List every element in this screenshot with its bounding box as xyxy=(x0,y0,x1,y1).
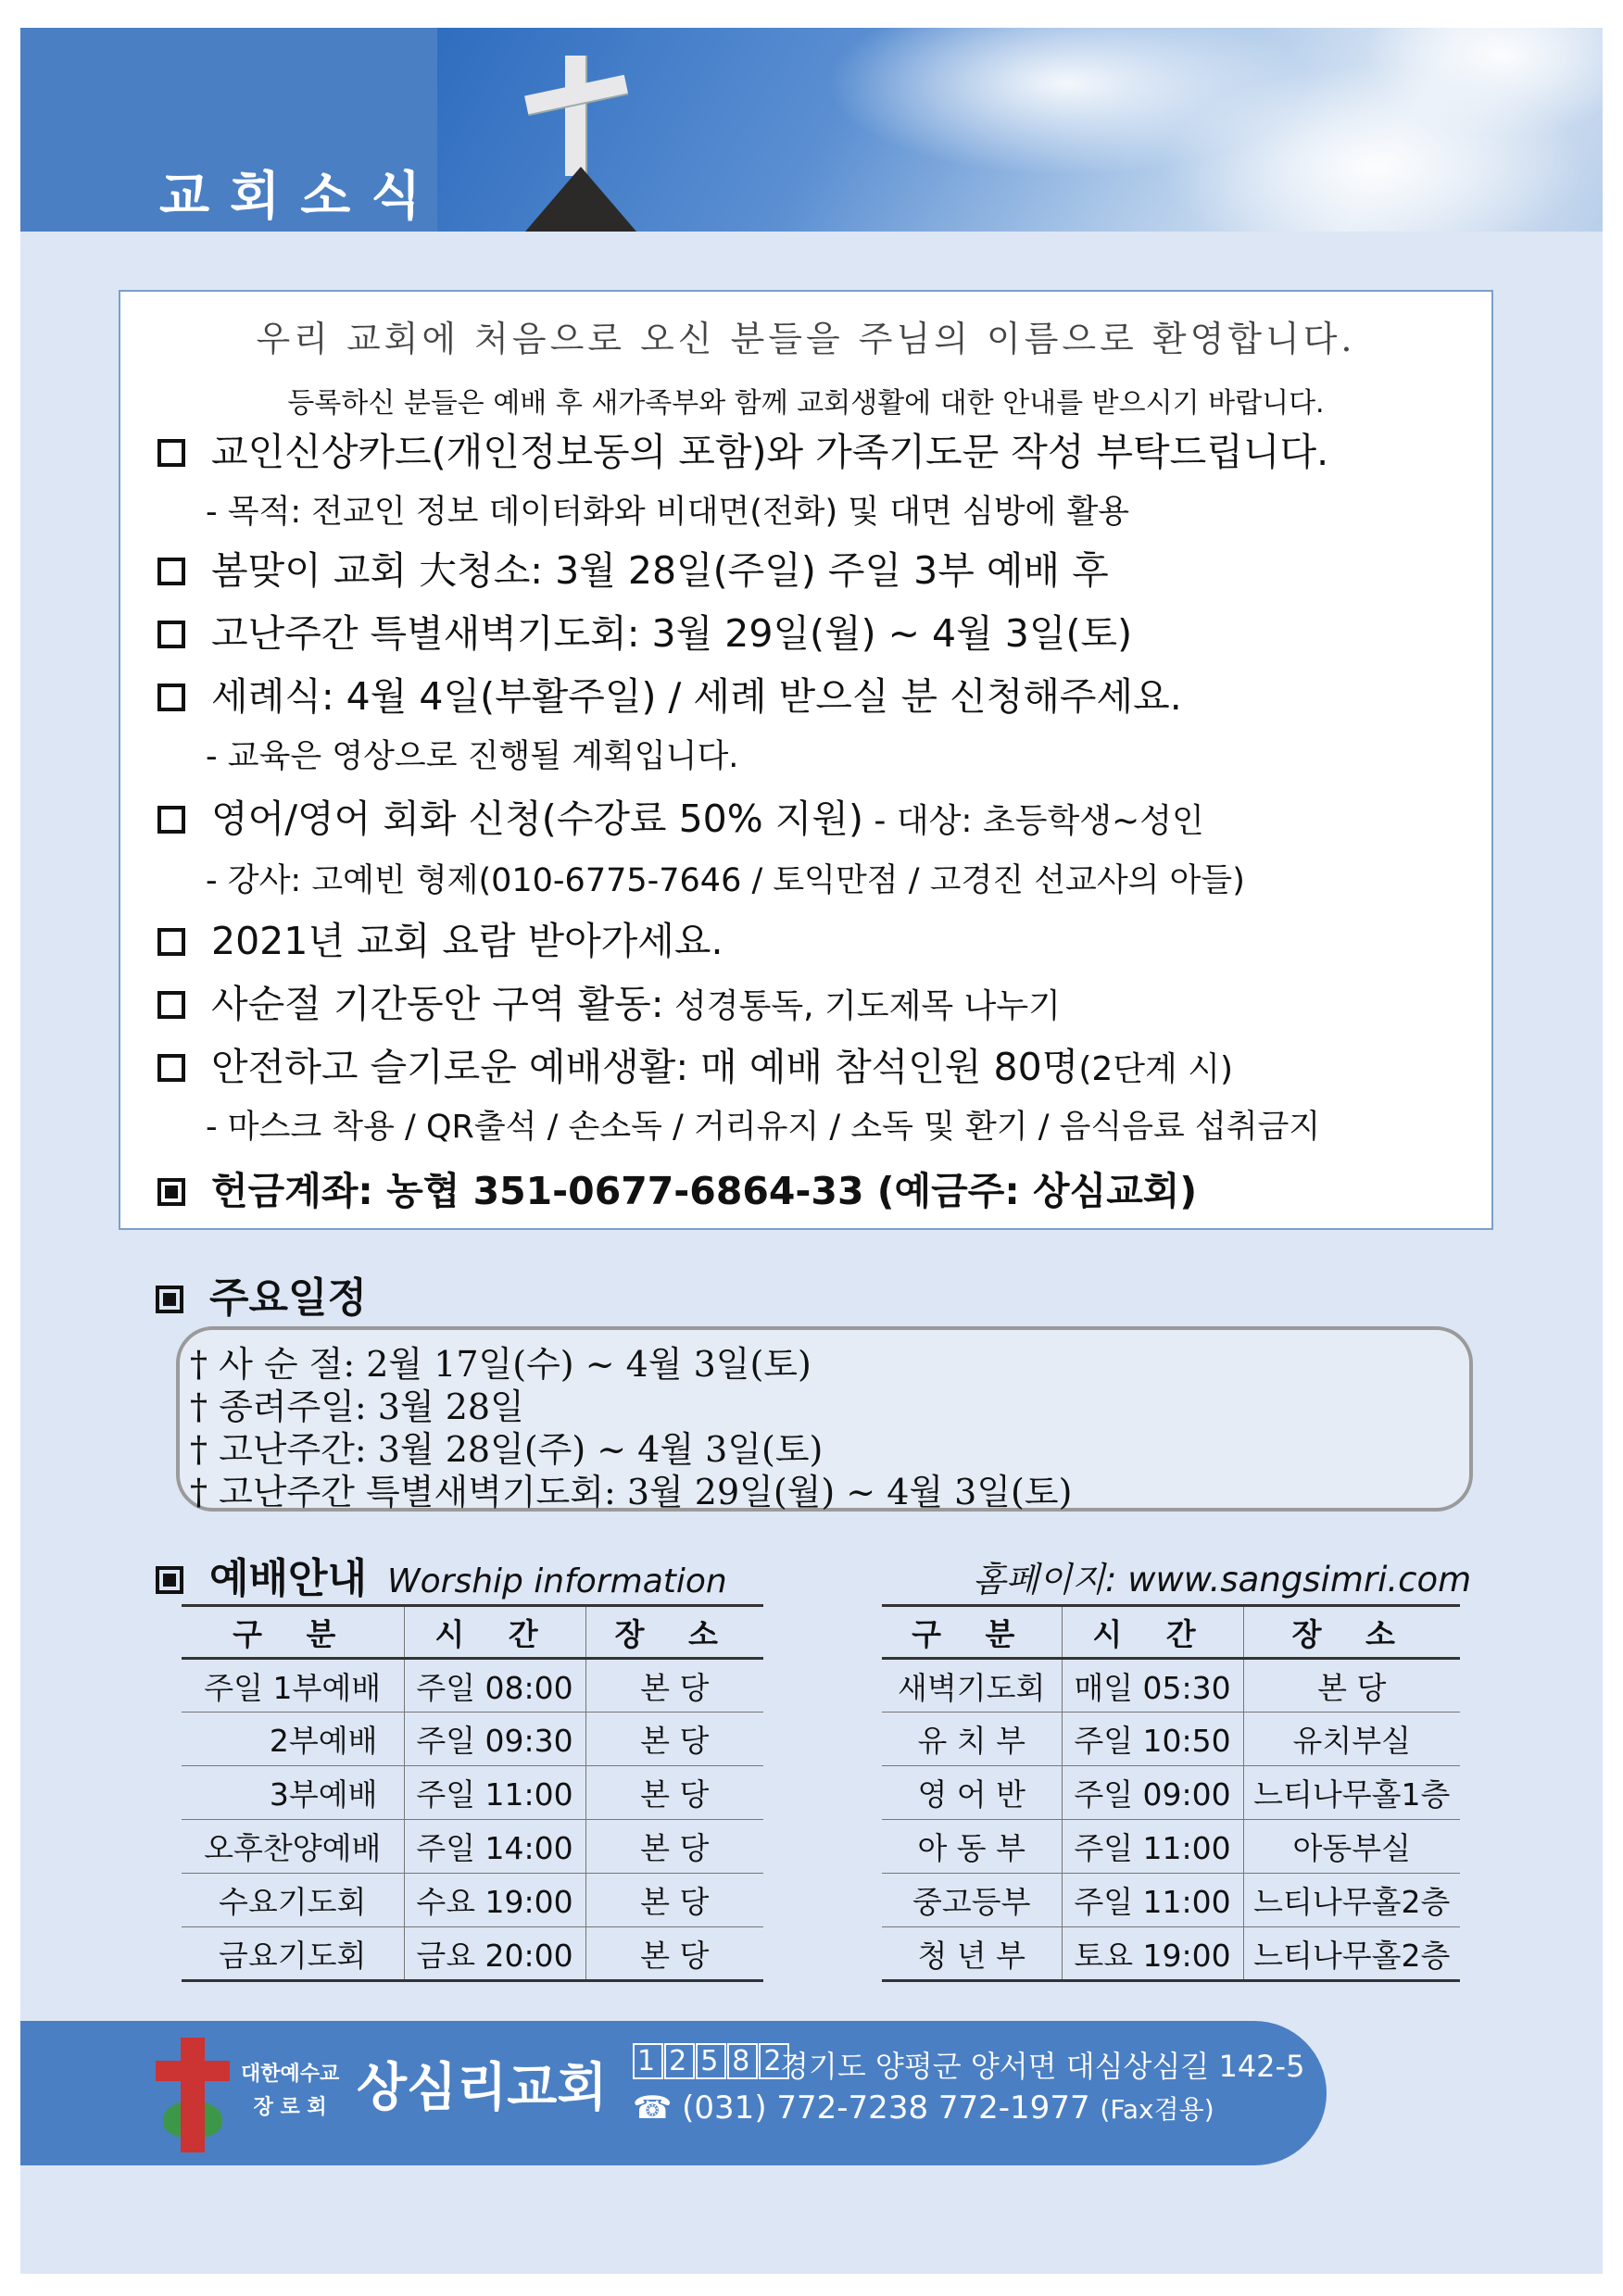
checkbox-icon xyxy=(157,684,185,711)
checkbox-icon xyxy=(157,1054,185,1082)
cross-icon xyxy=(565,56,585,176)
schedule-item: † 고난주간: 3월 28일(주) ~ 4월 3일(토) xyxy=(190,1429,824,1470)
notice-subitem: - 목적: 전교인 정보 데이터화와 비대면(전화) 및 대면 심방에 활용 xyxy=(206,494,1130,531)
table-row: 새벽기도회 매일 05:30 본 당 xyxy=(882,1659,1460,1713)
filled-square-icon xyxy=(156,1286,183,1313)
notice-item: 안전하고 슬기로운 예배생활: 매 예배 참석인원 80명(2단계 시) xyxy=(157,1036,1233,1091)
steeple-icon xyxy=(525,167,636,232)
church-phone: ☎ (031) 772-7238 772-1977 (Fax겸용) xyxy=(633,2089,1214,2127)
schedule-item: † 종려주일: 3월 28일 xyxy=(190,1386,524,1427)
table-row: 유 치 부 주일 10:50 유치부실 xyxy=(882,1713,1460,1766)
schedule-item: † 고난주간 특별새벽기도회: 3월 29일(월) ~ 4월 3일(토) xyxy=(190,1472,1073,1512)
worship-title: 예배안내 Worship information xyxy=(156,1545,727,1604)
table-row: 3부예배 주일 11:00 본 당 xyxy=(182,1766,763,1820)
checkbox-icon xyxy=(157,928,185,956)
notice-item: 2021년 교회 요람 받아가세요. xyxy=(157,910,723,965)
table-row: 영 어 반 주일 09:00 느티나무홀1층 xyxy=(882,1766,1460,1820)
table-row: 중고등부 주일 11:00 느티나무홀2층 xyxy=(882,1874,1460,1927)
notice-box xyxy=(119,290,1493,1230)
checkbox-icon xyxy=(157,806,185,834)
worship-table-left xyxy=(182,1604,763,1982)
notice-subitem: - 교육은 영상으로 진행될 계획입니다. xyxy=(206,738,739,775)
notice-item: 고난주간 특별새벽기도회: 3월 29일(월) ~ 4월 3일(토) xyxy=(157,603,1132,658)
checkbox-icon xyxy=(157,621,185,648)
page-title: 교회소식 xyxy=(159,167,442,227)
notice-item: 교인신상카드(개인정보동의 포함)와 가족기도문 작성 부탁드립니다. xyxy=(157,421,1328,476)
notice-item: 영어/영어 회화 신청(수강료 50% 지원) - 대상: 초등학생~성인 xyxy=(157,788,1204,843)
offering-account: 헌금계좌: 농협 351-0677-6864-33 (예금주: 상심교회) xyxy=(157,1161,1197,1215)
col-header: 시 간 xyxy=(404,1606,585,1659)
schedule-title: 주요일정 xyxy=(156,1264,367,1324)
filled-square-icon xyxy=(156,1566,183,1594)
notice-subitem: - 마스크 착용 / QR출석 / 손소독 / 거리유지 / 소독 및 환기 / 음식음료 섭취금지 xyxy=(206,1109,1321,1146)
checkbox-icon xyxy=(157,991,185,1019)
col-header: 구 분 xyxy=(182,1606,404,1659)
notice-item: 봄맞이 교회 大청소: 3월 28일(주일) 주일 3부 예배 후 xyxy=(157,540,1109,595)
filled-square-icon xyxy=(157,1178,185,1206)
col-header: 시 간 xyxy=(1062,1606,1243,1659)
denomination: 대한예수교 장 로 회 xyxy=(241,2063,340,2119)
table-row: 2부예배 주일 09:30 본 당 xyxy=(182,1713,763,1766)
table-row: 청 년 부 토요 19:00 느티나무홀2층 xyxy=(882,1927,1460,1981)
table-row: 오후찬양예배 주일 14:00 본 당 xyxy=(182,1820,763,1874)
table-row: 수요기도회 수요 19:00 본 당 xyxy=(182,1874,763,1927)
header-banner xyxy=(20,28,1603,232)
notice-item: 사순절 기간동안 구역 활동: 성경통독, 기도제목 나누기 xyxy=(157,973,1061,1028)
church-address: 경기도 양평군 양서면 대심상심길 142-5 xyxy=(780,2049,1305,2084)
col-header: 구 분 xyxy=(882,1606,1062,1659)
register-message: 등록하신 분들은 예배 후 새가족부와 함께 교회생활에 대한 안내를 받으시기 바랍니다. xyxy=(287,387,1325,420)
notice-subitem: - 강사: 고예빈 형제(010-6775-7646 / 토익만점 / 고경진 선교사의 아들) xyxy=(206,862,1245,899)
homepage-link[interactable]: 홈페이지: www.sangsimri.com xyxy=(973,1560,1472,1600)
table-row: 아 동 부 주일 11:00 아동부실 xyxy=(882,1820,1460,1874)
table-row: 금요기도회 금요 20:00 본 당 xyxy=(182,1927,763,1981)
col-header: 장 소 xyxy=(1243,1606,1460,1659)
checkbox-icon xyxy=(157,558,185,585)
table-row: 주일 1부예배 주일 08:00 본 당 xyxy=(182,1659,763,1713)
worship-table-right xyxy=(882,1604,1460,1982)
zip-code: 1 2 5 8 2 xyxy=(633,2045,790,2077)
church-name: 상심리교회 xyxy=(357,2058,608,2118)
welcome-message: 우리 교회에 처음으로 오신 분들을 주님의 이름으로 환영합니다. xyxy=(256,319,1356,359)
schedule-item: † 사 순 절: 2월 17일(수) ~ 4월 3일(토) xyxy=(190,1344,812,1385)
checkbox-icon xyxy=(157,439,185,467)
notice-item: 세례식: 4월 4일(부활주일) / 세례 받으실 분 신청해주세요. xyxy=(157,666,1182,721)
col-header: 장 소 xyxy=(585,1606,763,1659)
